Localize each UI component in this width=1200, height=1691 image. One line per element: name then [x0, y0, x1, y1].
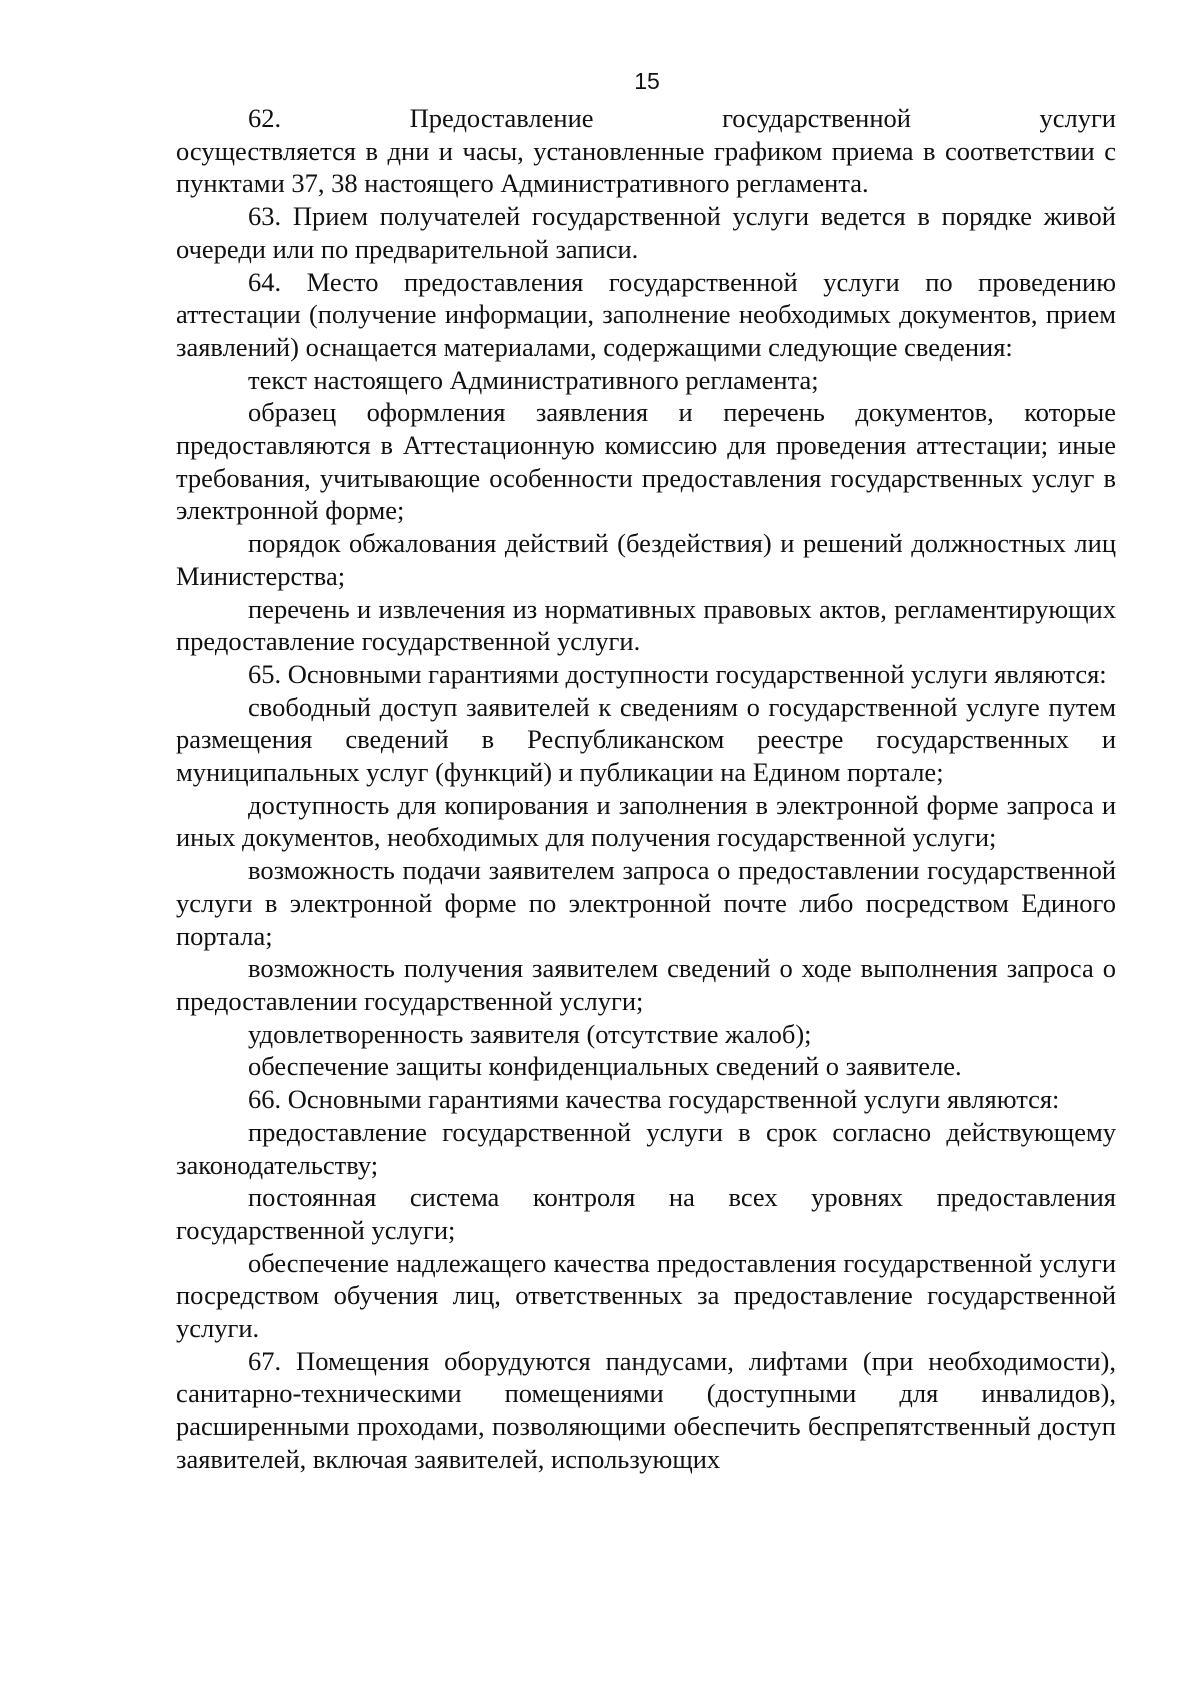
paragraph-62-first-line: [176, 102, 1116, 135]
paragraph-64-item: текст настоящего Административного регламента;: [248, 364, 819, 395]
paragraph-65-item: возможность получения заявителем сведений о ходе выполнения запроса о предоставлении государственной услуги;: [176, 953, 1116, 1016]
page-number: 15: [634, 68, 660, 94]
paragraph-65-item: обеспечение защиты конфиденциальных сведений о заявителе.: [248, 1051, 962, 1082]
paragraph-65: 65. Основными гарантиями доступности государственной услуги являются:: [248, 658, 1107, 689]
paragraph-65-item: свободный доступ заявителей к сведениям о государственной услуге путем размещения сведений в Республиканском реестре государственных и муниципальных услуг (функций) и публикации на Едином портале;: [176, 691, 1116, 788]
paragraph-63: 63. Прием получателей государственной услуги ведется в порядке живой очереди или по предварительной записи.: [176, 201, 1116, 264]
paragraph-62-word: услуги: [1039, 103, 1116, 133]
paragraph-66-item: обеспечение надлежащего качества предоставления государственной услуги посредством обучения лиц, ответственных за предоставление государственной услуги.: [176, 1247, 1116, 1344]
paragraph-62-number: 62.: [248, 103, 282, 133]
document-body: [176, 102, 1116, 1476]
paragraph-66-item: постоянная система контроля на всех уровнях предоставления государственной услуги;: [176, 1182, 1116, 1245]
paragraph-66-item: предоставление государственной услуги в срок согласно действующему законодательству;: [176, 1116, 1116, 1180]
paragraph-65-item: удовлетворенность заявителя (отсутствие жалоб);: [248, 1018, 812, 1049]
paragraph-66: 66. Основными гарантиями качества государственной услуги являются:: [248, 1084, 1060, 1115]
paragraph-65-item: возможность подачи заявителем запроса о предоставлении государственной услуги в электронной форме по электронной почте либо посредством Единого портала;: [176, 855, 1116, 951]
paragraph-62-word: Предоставление: [409, 103, 594, 133]
paragraph-65-item: доступность для копирования и заполнения в электронной форме запроса и иных документов, необходимых для получения государственной услуги;: [176, 789, 1116, 853]
paragraph-64-item: перечень и извлечения из нормативных правовых актов, регламентирующих предоставление государственной услуги.: [176, 593, 1116, 657]
paragraph-62-continuation: осуществляется в дни и часы, установленные графиком приема в соответствии с пунктами 37, 38 настоящего Административного регламента.: [176, 135, 1116, 199]
paragraph-67: 67. Помещения оборудуются пандусами, лифтами (при необходимости), санитарно-техническими помещениями (доступными для инвалидов), расширенными проходами, позволяющими обеспечить беспрепятственный доступ заявителей, включая заявителей, использующих: [176, 1345, 1116, 1474]
paragraph-64: 64. Место предоставления государственной услуги по проведению аттестации (получение информации, заполнение необходимых документов, прием заявлений) оснащается материалами, содержащими следующие сведения:: [176, 266, 1116, 362]
paragraph-64-item: образец оформления заявления и перечень документов, которые предоставляются в Аттестационную комиссию для проведения аттестации; иные требования, учитывающие особенности предоставления государственных услуг в электронной форме;: [176, 397, 1116, 526]
paragraph-64-item: порядок обжалования действий (бездействия) и решений должностных лиц Министерства;: [176, 528, 1116, 591]
paragraph-62-word: государственной: [722, 103, 911, 133]
